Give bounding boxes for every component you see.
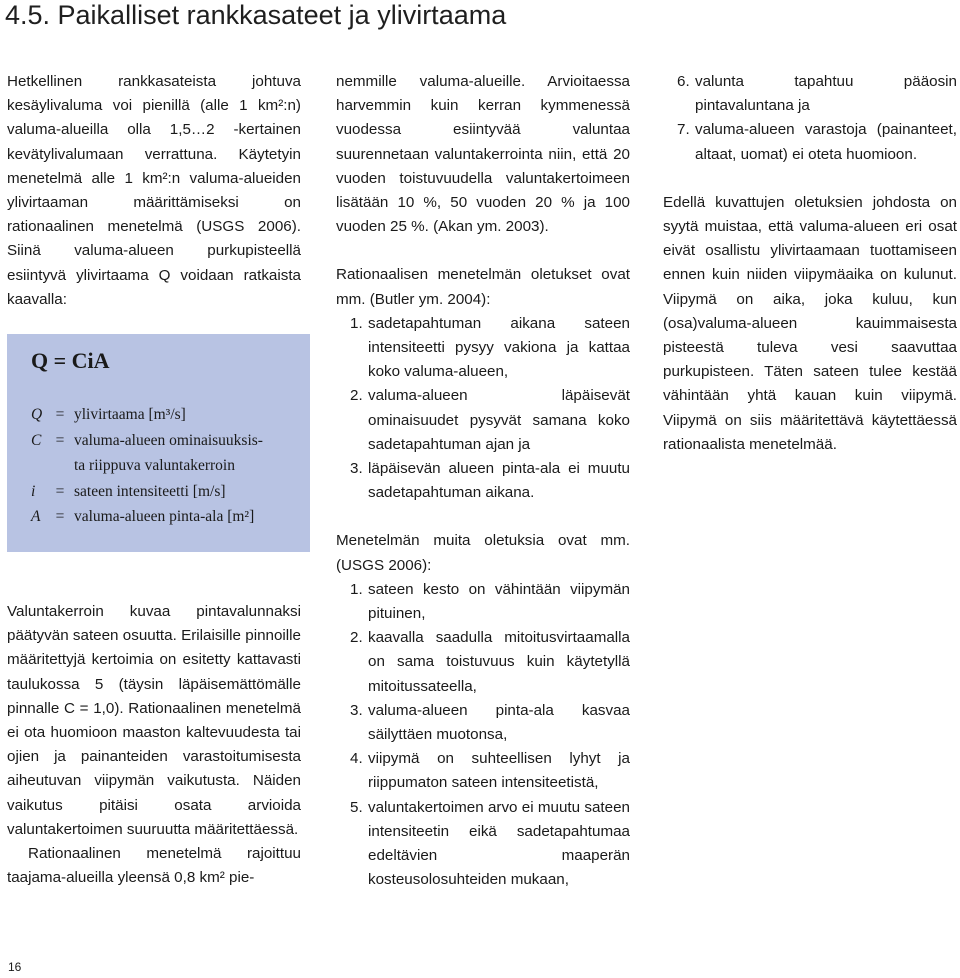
list-number: 1. [350, 314, 363, 332]
list-number: 6. [677, 73, 690, 90]
paragraph-rational-limit: Rationaalinen menetelmä rajoittuu taajama-alueilla yleensä 0,8 km² pie- [7, 845, 301, 887]
list-item [336, 578, 630, 626]
list-number: 3. [350, 460, 363, 478]
definition-continuation: ta riippuva valuntakerroin [74, 457, 235, 474]
definition-equals: = [55, 406, 65, 423]
column-3 [663, 70, 957, 457]
list-text: viipymä on suhteellisen lyhyt ja riippumaton sateen intensiteetistä, [368, 750, 630, 792]
list-item [336, 312, 630, 385]
paragraph-runoff-coefficient: Valuntakerroin kuvaa pintavalunnaksi päätyvän sateen osuutta. Erilaisille pinnoille määritettyjä kertoimia on esitetty kattavasti taulukossa 5 (täysin läpäisemättömälle pinnalle C = 1,0). Rationaalinen menetelmä ei ota huomioon maaston kaltevuudesta tai ojien ja painanteiden varastoitumisesta aiheutuvan viipymän vaikutusta. Näiden vaikutus pitäisi osata arvioida valuntakertoimen suuruutta määritettäessä. [7, 603, 301, 838]
definition-row [31, 428, 263, 454]
list-number: 2. [350, 387, 363, 405]
definition-row [31, 402, 263, 428]
list-text: valuma-alueen varastoja (painanteet, altaat, uomat) ei oteta huomioon. [695, 121, 957, 163]
list-item [663, 70, 957, 118]
paragraph-assumptions-intro: Rationaalisen menetelmän oletukset ovat mm. (Butler ym. 2004): [336, 266, 630, 308]
assumptions-list-1 [336, 312, 630, 506]
definition-symbol: C [31, 431, 42, 449]
formula-definitions [31, 402, 263, 530]
list-text: valuntakertoimen arvo ei muutu sateen intensiteetin eikä sadetapahtumaa edeltävien maaperän kosteusolosuhteiden mukaan, [368, 798, 630, 889]
list-text: valunta tapahtuu pääosin pintavaluntana ja [695, 73, 957, 115]
definition-text: valuma-alueen pinta-ala [m²] [74, 508, 255, 525]
assumptions-list-continued [663, 70, 957, 167]
list-item [336, 626, 630, 699]
list-number: 4. [350, 750, 363, 768]
definition-text: valuma-alueen ominaisuuksis- [74, 431, 263, 449]
list-number: 1. [350, 580, 363, 598]
list-number: 7. [677, 121, 690, 139]
definition-symbol: A [31, 508, 41, 525]
formula-main: Q = CiA [31, 348, 110, 373]
page-title: 4.5. Paikalliset rankkasateet ja ylivirtaama [5, 0, 507, 30]
list-item [336, 457, 630, 505]
definition-equals: = [55, 431, 65, 449]
formula-box [7, 334, 310, 552]
list-text: sateen kesto on vähintään viipymän pituinen, [368, 580, 630, 623]
definition-equals: = [55, 482, 65, 500]
list-text: valuma-alueen läpäisevät ominaisuudet pysyvät samana koko sadetapahtuman ajan ja [368, 387, 630, 453]
column-1-lower [7, 600, 301, 890]
definition-text: sateen intensiteetti [m/s] [74, 482, 226, 500]
definition-row [31, 504, 263, 530]
list-item [336, 796, 630, 893]
definition-symbol: i [31, 482, 36, 500]
paragraph-lag-time: Edellä kuvattujen oletuksien johdosta on syytä muistaa, että valuma-alueen eri osat eivät osallistu ylivirtaamaan tuottamiseen ennen kuin niiden viipymäaika on kulunut. Viipymä on aika, joka kuluu, kun (osa)valuma-alueen kauimmaisesta pisteestä tuleva vesi saavuttaa purkupisteen. Täten sateen tulee kestää vähintään yhtä kauan kuin viipymä. Viipymä on siis määritettävä käytettäessä rationaalista menetelmää. [663, 193, 957, 453]
list-item [663, 118, 957, 166]
definition-text: ylivirtaama [m³/s] [74, 406, 186, 423]
list-number: 3. [350, 701, 363, 719]
list-item [336, 747, 630, 795]
list-text: sadetapahtuman aikana sateen intensiteetti pysyy vakiona ja kattaa koko valuma-alueen, [368, 314, 630, 381]
assumptions-list-2 [336, 578, 630, 893]
page-number: 16 [8, 960, 22, 974]
list-text: valuma-alueen pinta-ala kasvaa säilyttäen muotonsa, [368, 701, 630, 744]
paragraph-return-period: nemmille valuma-alueille. Arvioitaessa harvemmin kuin kerran kymmenessä vuodessa esiintyvää valuntaa suurennetaan valuntakerrointa niin, että 20 vuoden toistuvuudella valuntakertoimeen lisätään 10 %, 50 vuoden 20 % ja 100 vuoden 25 %. (Akan ym. 2003). [336, 73, 630, 236]
list-text: läpäisevän alueen pinta-ala ei muutu sadetapahtuman aikana. [368, 460, 630, 502]
definition-row [31, 479, 263, 505]
definition-symbol: Q [31, 406, 43, 423]
list-item [336, 699, 630, 747]
paragraph-intro: Hetkellinen rankkasateista johtuva kesäylivaluma voi pienillä (alle 1 km²:n) valuma-alueilla olla 1,5…2 -kertainen kevätylivalumaan verrattuna. Käytetyin menetelmä alle 1 km²:n valuma-alueiden ylivirtaaman määrittämiseksi on rationaalinen menetelmä (USGS 2006). Siinä valuma-alueen purkupisteellä esiintyvä ylivirtaama Q voidaan ratkaista kaavalla: [7, 73, 301, 308]
column-2 [336, 70, 630, 893]
definition-equals: = [55, 508, 65, 525]
list-number: 5. [350, 798, 363, 816]
paragraph-other-assumptions: Menetelmän muita oletuksia ovat mm. (USGS 2006): [336, 532, 630, 574]
list-number: 2. [350, 629, 363, 647]
list-item [336, 384, 630, 457]
list-text: kaavalla saadulla mitoitusvirtaamalla on sama toistuvuus kuin käytetyllä mitoitussateella, [368, 629, 630, 695]
